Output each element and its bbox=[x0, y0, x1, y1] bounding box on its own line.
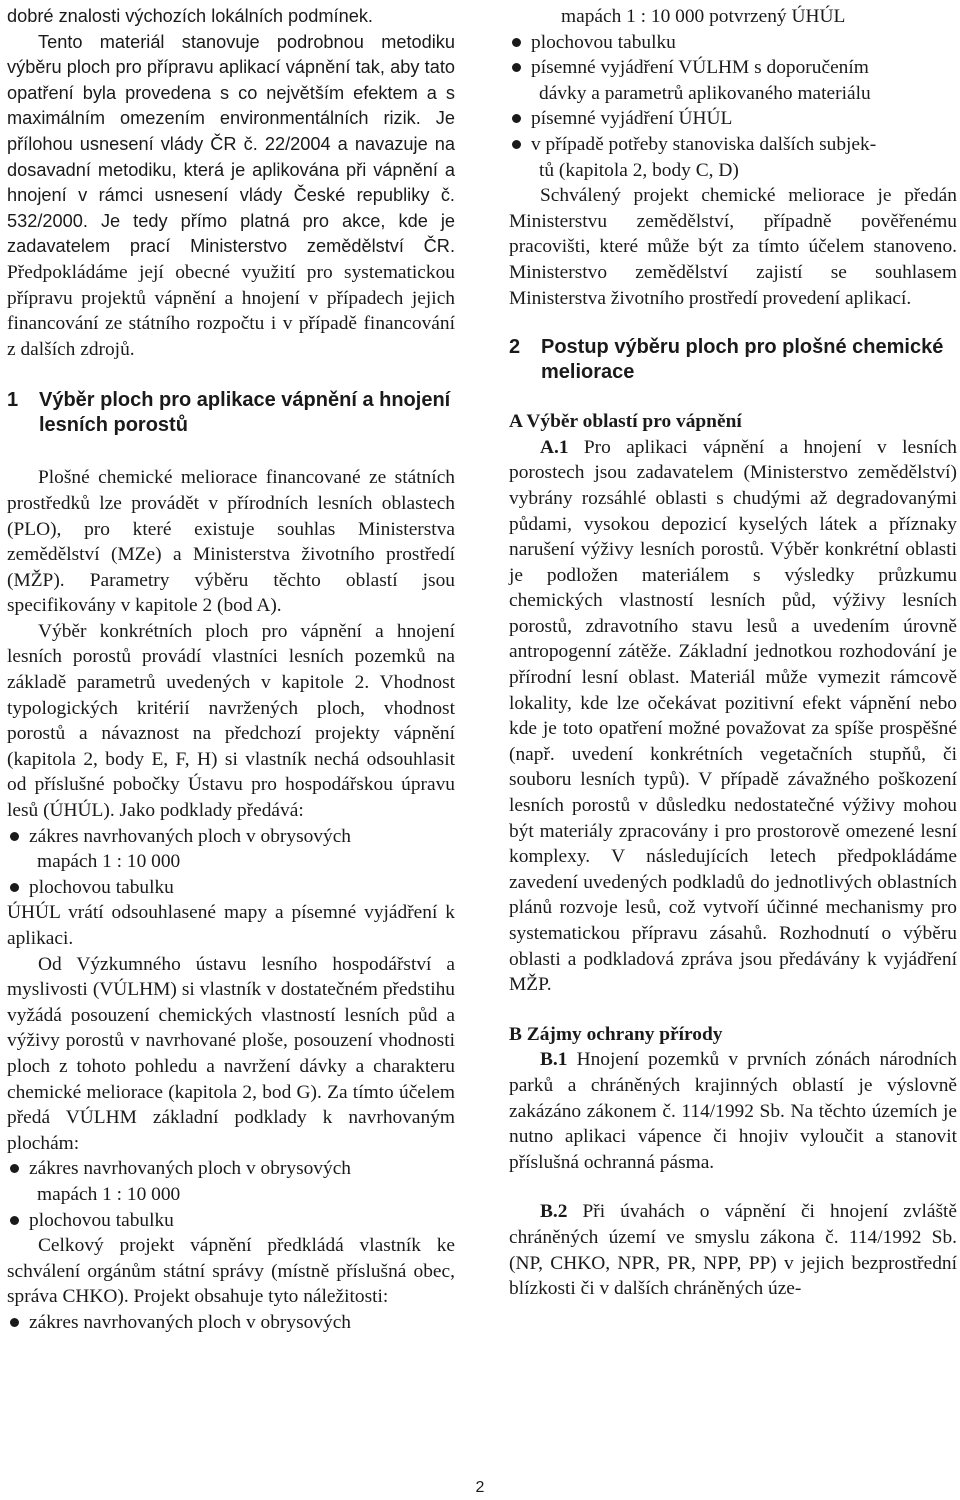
paragraph-vulhm: Od Výzkumného ústavu lesního hospodářství a myslivosti (VÚLHM) si vlastník v dostatečném předstihu vyžádá posouzení chemických vlastností lesních půd a výživy porostů v navrhované ploše, posouzení vhodnosti ploch z tohoto pohledu a navržení dávky a charakteru chemické meliorace (kapitola 2, bod G). Za tímto účelem předá VÚLHM základní podklady k navrhovaným plochám: bbox=[7, 953, 455, 1154]
list-item-continuation: mapách 1 : 10 000 bbox=[37, 851, 181, 873]
point-label: A.1 bbox=[540, 436, 569, 458]
list-item: zákres navrhovaných ploch v obrysových mapách 1 : 10 000 bbox=[7, 1156, 455, 1207]
bullet-icon bbox=[10, 832, 19, 841]
list-item-continuation: mapách 1 : 10 000 potvrzený ÚHÚL bbox=[561, 6, 846, 27]
section-title: Výběr ploch pro aplikace vápnění a hnojení lesních porostů bbox=[39, 389, 451, 437]
paragraph-approved-project: Schválený projekt chemické meliorace je předán Ministerstvu zemědělství, případně pověřenému pracovišti, které může být za tímto účelem stanoveno. Ministerstvo zemědělství zajistí se souhlasem Ministerstva životního prostředí provedení aplikací. bbox=[509, 185, 957, 309]
bullet-list-project-cont bbox=[509, 30, 957, 184]
subheading-b: B Zájmy ochrany přírody bbox=[509, 1023, 723, 1045]
bullet-list-uhul bbox=[7, 824, 455, 901]
paragraph-intro-end: dobré znalosti výchozích lokálních podmínek. bbox=[7, 6, 373, 26]
section-number: 2 bbox=[509, 336, 521, 359]
section-title: Postup výběru ploch pro plošné chemické meliorace bbox=[541, 336, 944, 384]
list-item-continuation: mapách 1 : 10 000 bbox=[37, 1183, 181, 1205]
bullet-list-vulhm bbox=[7, 1156, 455, 1233]
section-heading-2 bbox=[509, 335, 957, 385]
section-heading-1 bbox=[7, 388, 455, 438]
paragraph-b1: B.1 Hnojení pozemků v prvních zónách národních parků a chráněných krajinných oblastí je výslovně zakázáno zákonem č. 114/1992 Sb. Na těchto územích je nutno aplikaci vápence či hnojiv vyloučit a stanovit příslušná ochranná pásma. bbox=[509, 1049, 957, 1173]
list-item: plochovou tabulku bbox=[7, 1208, 455, 1234]
list-item: zákres navrhovaných ploch v obrysových bbox=[7, 1310, 455, 1336]
methodology-text: Tento materiál stanovuje podrobnou metodiku výběru ploch pro přípravu aplikací vápnění tak, aby tato opatření byla provedena s co největším efektem a s maximálním omezením environmentálních rizik. Je přílohou usnesení vlády ČR č. 22/2004 a navazuje na dosavadní metodiku, která je aplikována při vápnění a hnojení v rámci usnesení vlády České republiky č. 532/2000. Je tedy přímo platná pro akce, kde je zadavatelem prací Ministerstvo zemědělství ČR. bbox=[7, 31, 455, 257]
bullet-icon bbox=[512, 38, 521, 47]
bullet-icon bbox=[512, 114, 521, 123]
methodology-usage-text: Předpokládáme její obecné využití pro systematickou přípravu projektů vápnění a hnojení v případech jejich financování ze státního rozpočtu i v případě financování z dalších zdrojů. bbox=[7, 261, 455, 360]
list-item-continuation: dávky a parametrů aplikovaného materiálu bbox=[539, 82, 871, 104]
paragraph-owner-selection: Výběr konkrétních ploch pro vápnění a hnojení lesních porostů provádí vlastníci lesních pozemků na základě parametrů uvedených v kapitole 2. Vhodnost typologických kritérií navržených ploch, vhodnost porostů a návaznost na předchozí projekty vápnění (kapitola 2, body E, F, H) si vlastník nechá odsouhlasit od příslušné pobočky Ústavu pro hospodářskou úpravu lesů (ÚHÚL). Jako podklady předává: bbox=[7, 620, 455, 822]
list-item: v případě potřeby stanoviska dalších subjek- tů (kapitola 2, body C, D) bbox=[509, 132, 957, 183]
bullet-icon bbox=[10, 1318, 19, 1327]
bullet-icon bbox=[512, 140, 521, 149]
paragraph-plo: Plošné chemické meliorace financované ze státních prostředků lze provádět v přírodních lesních oblastech (PLO), pro které existuje souhlas Ministerstva zemědělství (MZe) a Ministerstva životního prostředí (MŽP). Parametry výběru těchto oblastí jsou specifikovány v kapitole 2 (bod A). bbox=[7, 467, 455, 617]
list-item: zákres navrhovaných ploch v obrysových mapách 1 : 10 000 bbox=[7, 824, 455, 875]
bullet-icon bbox=[512, 63, 521, 72]
bullet-icon bbox=[10, 883, 19, 892]
bullet-icon bbox=[10, 1216, 19, 1225]
right-column bbox=[509, 4, 957, 1302]
paragraph-a1: A.1 Pro aplikaci vápnění a hnojení v lesních porostech jsou zadavatelem (Ministerstvo zemědělství) vybrány rozsáhlé oblasti s chudými až degradovanými půdami, vysokou depozicí kyselých látek a příznaky narušení výživy lesních porostů. Výběr konkrétní oblasti je podložen materiálem s výsledky průzkumu chemických vlastností lesních půd, výživy lesních porostů, zdravotního stavu lesů a uvedením úrovně antropogenní zátěže. Základní jednotkou rozhodování je přírodní lesní oblast. Materiál může vymezit rámcově lokality, kde lze očekávat pozitivní efekt vápnění nebo kde je toto opatření možné považovat za spíše prospěšné (např. uvedení konkrétních vegetačních stupňů, či souboru lesních typů). V případě závažného poškození lesních porostů v důsledku nedostatečné výživy mohou být materiály zpracovány i pro prostorově omezené lesní komplexy. V následujících letech předpokládáme zavedení uvedených podkladů do jednotlivých oblastních plánů rozvoje lesů, což vytvoří účinné mechanismy pro systematickou přípravu zásahů. Rozhodnutí o výběru oblasti a podkladová zpráva jsou předávány k vyjádření MŽP. bbox=[509, 436, 957, 996]
paragraph-methodology bbox=[7, 30, 455, 363]
page-number: 2 bbox=[475, 1479, 485, 1496]
point-label: B.2 bbox=[540, 1201, 568, 1223]
subheading-a: A Výběr oblastí pro vápnění bbox=[509, 411, 742, 433]
list-item: plochovou tabulku bbox=[7, 875, 455, 901]
bullet-icon bbox=[10, 1164, 19, 1173]
list-item: písemné vyjádření ÚHÚL bbox=[509, 106, 957, 132]
bullet-list-project bbox=[7, 1310, 455, 1336]
section-number: 1 bbox=[7, 389, 19, 412]
paragraph-b2: B.2 Při úvahách o vápnění či hnojení zvláště chráněných území ve smyslu zákona č. 114/1992 Sb. (NP, CHKO, NPR, PR, NPP, PP) v jejich bezprostřední blízkosti či v dalších chráněných úze- bbox=[509, 1201, 957, 1300]
left-column bbox=[7, 4, 455, 1336]
list-item-continuation: tů (kapitola 2, body C, D) bbox=[539, 159, 739, 181]
paragraph-uhul-return: ÚHÚL vrátí odsouhlasené mapy a písemné vyjádření k aplikaci. bbox=[7, 902, 455, 949]
paragraph-project-approval: Celkový projekt vápnění předkládá vlastník ke schválení orgánům státní správy (místně příslušná obec, správa CHKO). Projekt obsahuje tyto náležitosti: bbox=[7, 1235, 455, 1308]
list-item: písemné vyjádření VÚLHM s doporučením dávky a parametrů aplikovaného materiálu bbox=[509, 55, 957, 106]
point-label: B.1 bbox=[540, 1049, 568, 1071]
list-item: plochovou tabulku bbox=[509, 30, 957, 56]
